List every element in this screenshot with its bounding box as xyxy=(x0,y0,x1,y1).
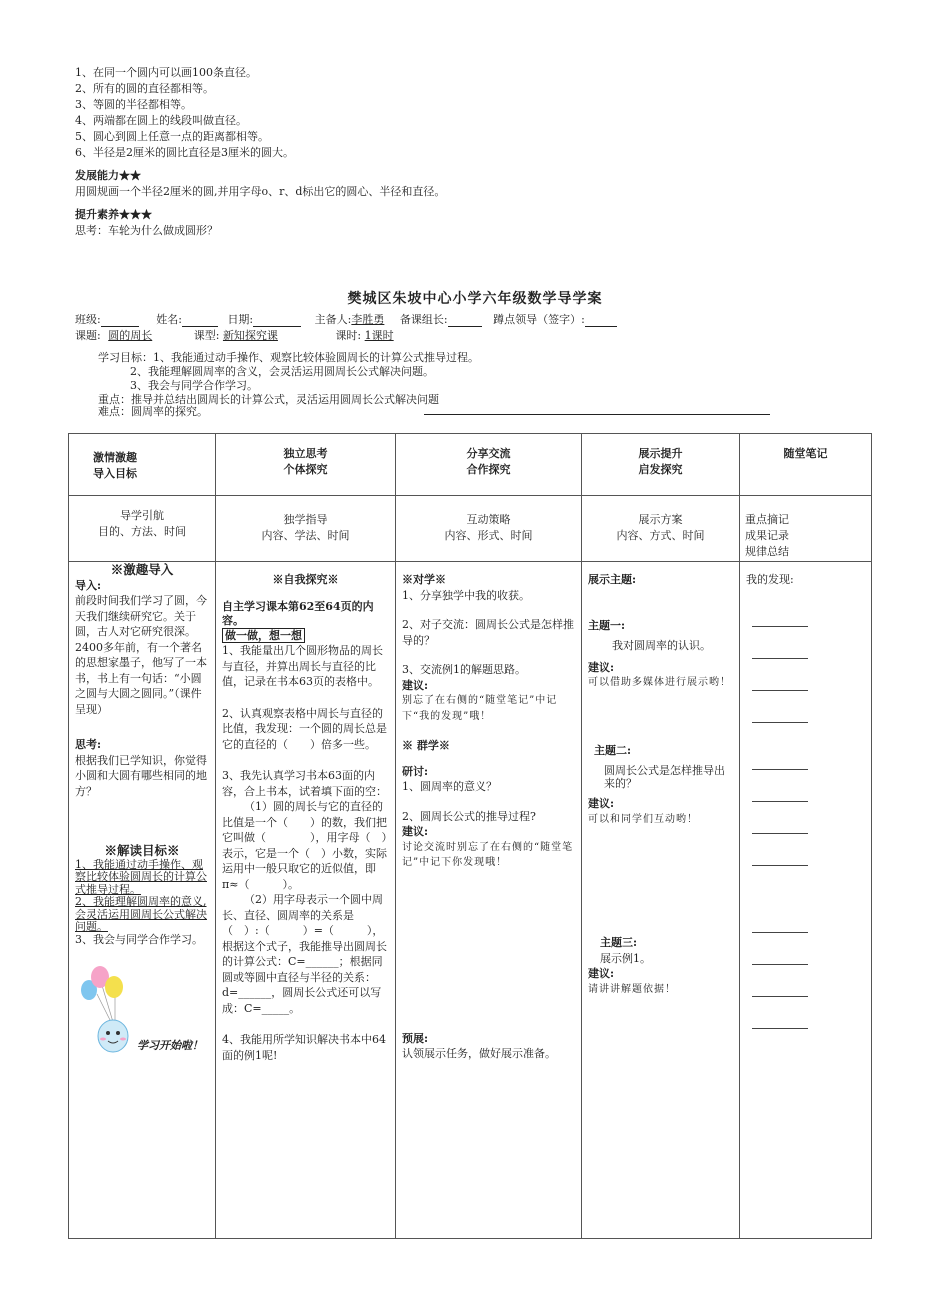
task-1: 1、我能量出几个圆形物品的周长与直径，并算出周长与直径的比值，记录在书本63页的表格中。 xyxy=(222,644,383,688)
theme-1-text: 我对圆周率的认识。 xyxy=(612,639,711,652)
theme-3-suggest-label: 建议: xyxy=(588,967,615,980)
note-line[interactable] xyxy=(752,996,808,997)
subheader-cell xyxy=(396,496,582,562)
header-text: 独立思考 xyxy=(283,447,328,460)
task-3: 3、我先认真学习书本63面的内容，合上书本，试着填下面的空： xyxy=(222,769,387,798)
preparer-value: 李胜勇 xyxy=(351,313,385,326)
develop-title: 发展能力★★ xyxy=(75,169,141,182)
goal-3: 3、我会与同学合作学习。 xyxy=(130,379,258,392)
date-label: 日期: xyxy=(227,313,254,326)
theme-2-suggest-label: 建议: xyxy=(588,797,615,810)
intro-text: 前段时间我们学习了圆，今天我们继续研究它。关于圆，古人对它研究很深。2400多年前，有一个著名的思想家墨子，他写了一本书，书上有一句话：“小圆之圆与大圆之圆同。”（课件呈现） xyxy=(75,594,207,716)
peer-q1: 1、分享独学中我的收获。 xyxy=(402,588,530,602)
balloon-mascot-icon xyxy=(75,966,210,1070)
subheader-text: 内容、学法、时间 xyxy=(261,529,350,542)
class-blank xyxy=(101,326,139,327)
preview-label: 预展: xyxy=(402,1031,429,1045)
peer-q2: 2、对子交流：圆周长公式是怎样推导的？ xyxy=(402,618,574,647)
discuss-1: 1、圆周率的意义？ xyxy=(402,780,497,793)
col-show xyxy=(582,562,740,1239)
note-line[interactable] xyxy=(752,865,808,866)
think-text: 根据我们已学知识，你觉得小圆和大圆有哪些相同的地方？ xyxy=(75,753,207,798)
subheader-text: 独学指导 xyxy=(283,513,328,526)
hours-label: 课时: xyxy=(335,329,362,342)
leader-blank xyxy=(585,326,617,327)
suggest-text-1: 别忘了在右侧的“随堂笔记”中记下“我的发现”哦！ xyxy=(402,695,558,722)
type-label: 课型: xyxy=(193,329,220,342)
note-line[interactable] xyxy=(752,769,808,770)
theme-1-title: 主题一: xyxy=(588,618,626,632)
leader-label: 蹲点领导（签字）: xyxy=(493,313,585,326)
subheader-cell xyxy=(582,496,740,562)
subheader-cell xyxy=(216,496,396,562)
think-label: 思考: xyxy=(75,738,102,751)
type-value: 新知探究课 xyxy=(222,329,278,342)
subheader-text: 规律总结 xyxy=(745,545,789,558)
note-line[interactable] xyxy=(752,1028,808,1029)
task-2: 2、认真观察表格中周长与直径的比值，我发现：一个圆的周长总是它的直径的（ ）倍多一些。 xyxy=(222,706,387,751)
note-line[interactable] xyxy=(752,964,808,965)
start-text: 学习开始啦！ xyxy=(137,1039,203,1052)
header-cell xyxy=(216,434,396,496)
col-intro xyxy=(69,562,216,1239)
task-3-1: （1）圆的周长与它的直径的比值是一个（ ）的数，我们把它叫做（ ），用字母（ ）表示，它是一个（ ）小数，实际运用中一般只取它的近似值，即 π≈（ ）。 xyxy=(222,800,387,891)
topic-value: 圆的周长 xyxy=(108,329,153,342)
exercise-item: 5、圆心到圆上任意一点的距离都相等。 xyxy=(75,130,269,143)
header-text: 导入目标 xyxy=(93,467,137,480)
difficulty: 难点：圆周率的探究。 xyxy=(98,405,208,418)
self-study-title: ※自我探究※ xyxy=(272,573,339,586)
peer-title: ※对学※ xyxy=(402,573,446,586)
theme-3-title: 主题三: xyxy=(600,936,638,949)
subheader-text: 成果记录 xyxy=(745,529,789,542)
note-line[interactable] xyxy=(752,833,808,834)
col-peer-study xyxy=(396,562,582,1239)
theme-2-title: 主题二: xyxy=(594,743,632,757)
date-blank xyxy=(253,326,301,327)
raise-text: 思考：车轮为什么做成圆形？ xyxy=(75,224,218,237)
page-title: 樊城区朱坡中心小学六年级数学导学案 xyxy=(347,291,603,307)
goal-item-1: 1、我能通过动手操作、观察比较体验圆周长的计算公式推导过程。 xyxy=(75,857,207,896)
header-text: 分享交流 xyxy=(466,447,511,460)
header-row-2 xyxy=(75,328,394,343)
exercise-item: 6、半径是2厘米的圆比直径是3厘米的圆大。 xyxy=(75,146,294,159)
exercise-item: 4、两端都在圆上的线段叫做直径。 xyxy=(75,114,247,127)
group-title: ※ 群学※ xyxy=(402,739,450,752)
key-point: 重点：推导并总结出圆周长的计算公式，灵活运用圆周长公式解决问题 xyxy=(98,393,439,406)
subheader-cell xyxy=(740,496,872,562)
subheader-text: 内容、形式、时间 xyxy=(444,529,533,542)
header-text: 启发探究 xyxy=(638,463,683,476)
note-line[interactable] xyxy=(752,722,808,723)
header-text: 展示提升 xyxy=(638,447,683,460)
note-line[interactable] xyxy=(752,801,808,802)
task-3-2: （2）用字母表示一个圆中周长、直径、圆周率的关系是（ ）:（ ）=（ ），根据这个式子，我能推导出圆周长的计算公式：C=______；根据同圆或等圆中直径与半径的关系：d=______，圆周长公式还可以写成：C=_____。 xyxy=(222,893,387,1015)
header-text: 合作探究 xyxy=(466,463,511,476)
intro-title: ※激趣导入 xyxy=(110,562,174,577)
goal-item-2: 2、我能理解圆周率的意义,会灵活运用圆周长公式解决问题。 xyxy=(75,895,207,933)
note-line[interactable] xyxy=(752,932,808,933)
suggest-label: 建议: xyxy=(402,678,429,692)
theme-1-suggest-label: 建议: xyxy=(588,660,615,674)
theme-2-suggest: 可以和同学们互动哟！ xyxy=(588,813,698,825)
class-label: 班级: xyxy=(75,313,101,326)
preparer-label: 主备人: xyxy=(314,313,352,326)
note-line[interactable] xyxy=(752,690,808,691)
topic-label: 课题: xyxy=(75,329,101,342)
exercise-item: 2、所有的圆的直径都相等。 xyxy=(75,82,214,95)
exercise-item: 3、等圆的半径都相等。 xyxy=(75,98,192,111)
subheader-text: 内容、方式、时间 xyxy=(616,529,705,542)
exercise-item: 1、在同一个圆内可以画100条直径。 xyxy=(75,66,257,79)
theme-2-text: 圆周长公式是怎样推导出来的？ xyxy=(604,764,725,790)
raise-title: 提升素养★★★ xyxy=(75,208,152,221)
name-blank xyxy=(182,326,218,327)
subheader-cell xyxy=(69,496,216,562)
header-text: 个体探究 xyxy=(283,463,328,476)
notes-label: 我的发现: xyxy=(746,573,794,586)
develop-text: 用圆规画一个半径2厘米的圆,并用字母o、r、d标出它的圆心、半径和直径。 xyxy=(75,185,446,198)
header-row-1 xyxy=(75,312,617,327)
header-cell xyxy=(740,434,872,496)
col-notes xyxy=(740,562,872,1239)
header-cell xyxy=(69,434,216,496)
subheader-text: 目的、方法、时间 xyxy=(98,525,186,538)
subheader-text: 导学引航 xyxy=(120,509,164,522)
preview-text: 认领展示任务，做好展示准备。 xyxy=(402,1047,556,1060)
suggest-label-2: 建议: xyxy=(402,825,429,838)
goal-1: 学习目标：1、我能通过动手操作、观察比较体验圆周长的计算公式推导过程。 xyxy=(98,351,479,364)
subheader-text: 互动策略 xyxy=(466,513,511,526)
hours-value: 1课时 xyxy=(364,329,394,342)
note-line[interactable] xyxy=(752,658,808,659)
note-line[interactable] xyxy=(752,626,808,627)
subheader-text: 重点摘记 xyxy=(745,513,789,526)
suggest-text-2: 讨论交流时别忘了在右侧的“随堂笔记”中记下你发现哦！ xyxy=(402,841,574,868)
header-text: 随堂笔记 xyxy=(783,447,828,460)
subheader-text: 展示方案 xyxy=(638,513,683,526)
goal-title: ※解读目标※ xyxy=(104,843,180,858)
header-cell xyxy=(582,434,740,496)
name-label: 姓名: xyxy=(156,313,182,326)
divider-line xyxy=(424,414,770,415)
discuss-label: 研讨: xyxy=(402,764,429,778)
do-think-box: 做一做，想一想 xyxy=(222,628,305,643)
theme-3-suggest: 请讲讲解题依据！ xyxy=(588,983,676,995)
theme-3-text: 展示例1。 xyxy=(600,951,651,965)
goal-item-3: 3、我会与同学合作学习。 xyxy=(75,932,203,946)
note-lines xyxy=(746,626,865,1029)
group-leader-label: 备课组长: xyxy=(399,313,448,326)
col-self-study xyxy=(216,562,396,1239)
theme-label: 展示主题: xyxy=(588,573,637,586)
peer-q3: 3、交流例1的解题思路。 xyxy=(402,663,526,676)
balloon-illustration xyxy=(75,966,209,1070)
theme-1-suggest: 可以借助多媒体进行展示哟！ xyxy=(588,677,731,688)
self-study-subtitle: 自主学习课本第62至64页的内容。 xyxy=(222,599,374,627)
lesson-table xyxy=(68,433,872,1239)
task-4: 4、我能用所学知识解决书本中64面的例1呢! xyxy=(222,1033,386,1062)
intro-label: 导入: xyxy=(75,578,102,592)
goal-2: 2、我能理解圆周率的含义，会灵活运用圆周长公式解决问题。 xyxy=(130,365,434,378)
header-text: 激情激趣 xyxy=(93,451,137,464)
header-cell xyxy=(396,434,582,496)
discuss-2: 2、圆周长公式的推导过程? xyxy=(402,809,536,823)
group-leader-blank xyxy=(448,326,482,327)
